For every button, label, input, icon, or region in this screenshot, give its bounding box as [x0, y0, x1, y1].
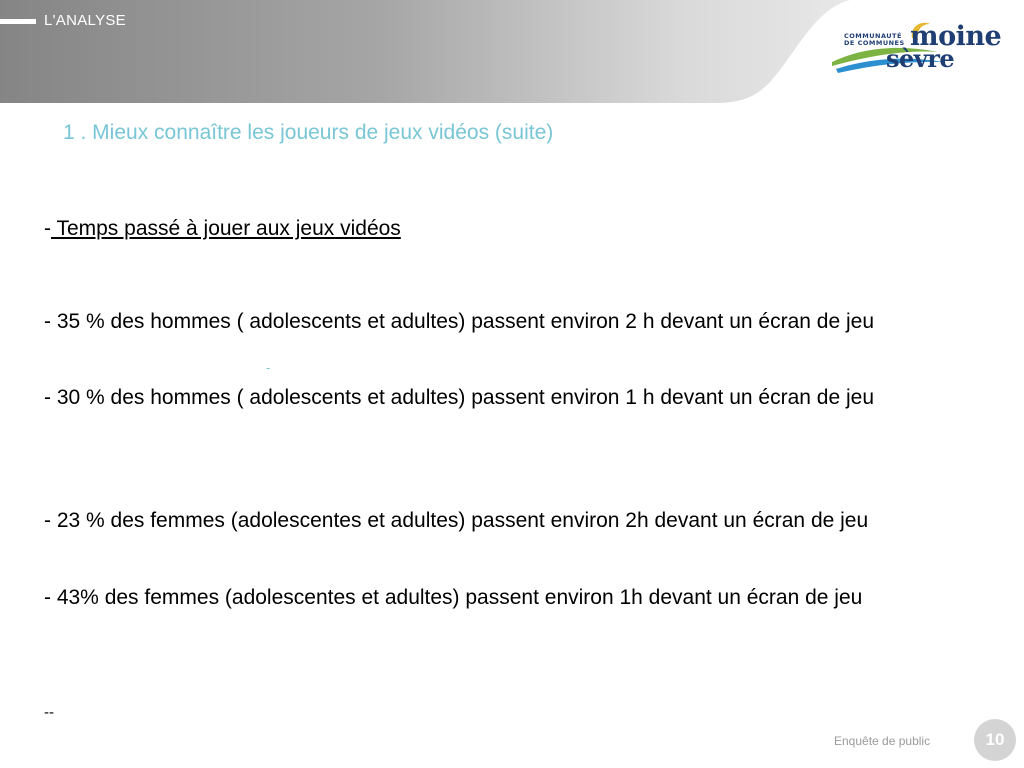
logo-word-moine: moine: [910, 21, 1002, 52]
moine-sevre-logo: [826, 18, 1002, 80]
footer-label: Enquête de public: [834, 734, 931, 748]
stray-mark: -: [266, 360, 271, 375]
page-number-badge: [974, 719, 1016, 761]
section-marker-bar: [0, 19, 36, 24]
logo-small-text: COMMUNAUTÉ DE COMMUNES: [844, 32, 905, 47]
stat-paragraph-women-1h: - 43% des femmes (adolescentes et adultes) passent environ 1h devant un écran de jeu: [44, 586, 863, 609]
section-title: L'ANALYSE: [44, 12, 126, 29]
stat-paragraph-men-2h: - 35 % des hommes ( adolescents et adultes) passent environ 2 h devant un écran de jeu: [44, 310, 874, 333]
stat-paragraph-men-1h: - 30 % des hommes ( adolescents et adultes) passent environ 1 h devant un écran de jeu: [44, 386, 874, 409]
subheading-text: Temps passé à jouer aux jeux vidéos: [51, 217, 401, 240]
subheading-dash: -: [44, 217, 51, 240]
stat-paragraph-women-2h: - 23 % des femmes (adolescentes et adultes) passent environ 2h devant un écran de jeu: [44, 509, 869, 532]
logo-word-sevre: sèvre: [886, 44, 955, 73]
slide-title: 1 . Mieux connaître les joueurs de jeux vidéos (suite): [63, 121, 554, 144]
subheading: [44, 214, 401, 244]
bottom-mark: --: [44, 704, 54, 721]
page-number: 10: [985, 730, 1005, 749]
